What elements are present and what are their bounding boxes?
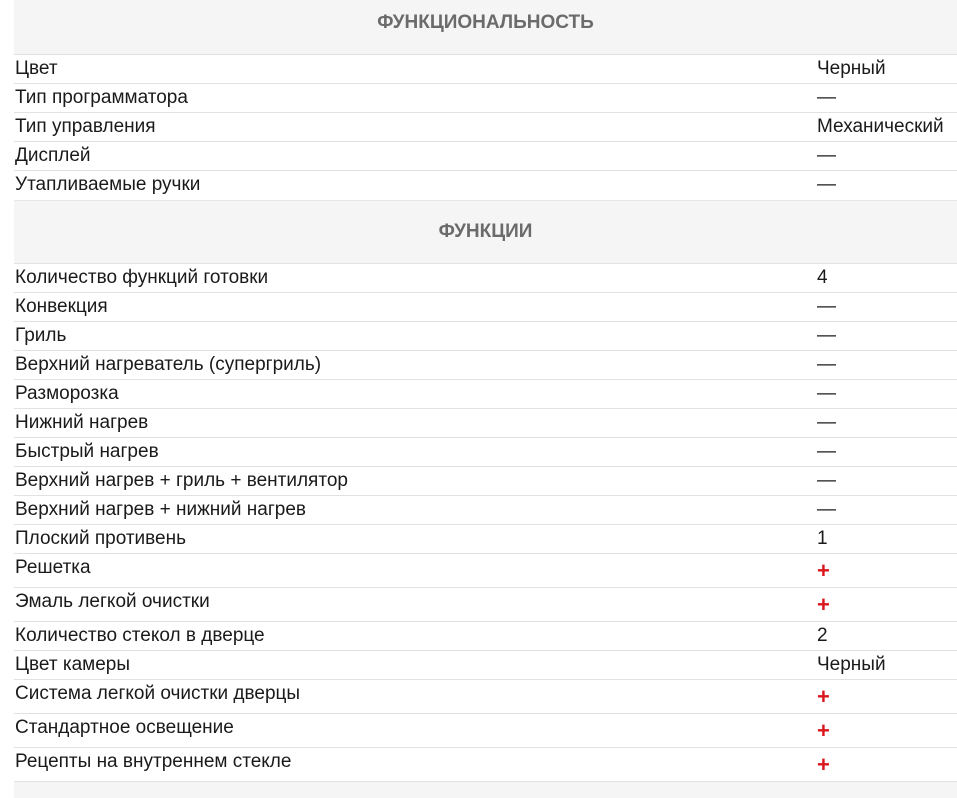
spec-label: Утапливаемые ручки xyxy=(15,174,201,195)
spec-value: Черный xyxy=(817,654,886,675)
spec-row xyxy=(14,467,957,496)
spec-row xyxy=(14,651,957,680)
spec-label: Разморозка xyxy=(15,383,119,404)
spec-value: — xyxy=(817,383,836,404)
spec-label: Верхний нагреватель (супергриль) xyxy=(15,354,322,375)
spec-row xyxy=(14,142,957,171)
spec-row xyxy=(14,525,957,554)
spec-row xyxy=(14,588,957,622)
spec-row xyxy=(14,680,957,714)
spec-value: — xyxy=(817,174,836,195)
plus-icon: + xyxy=(817,592,830,617)
plus-icon: + xyxy=(817,684,830,709)
spec-row xyxy=(14,171,957,200)
spec-row xyxy=(14,84,957,113)
spec-label: Стандартное освещение xyxy=(15,717,234,738)
spec-row xyxy=(14,409,957,438)
spec-label: Конвекция xyxy=(15,296,108,317)
spec-row xyxy=(14,322,957,351)
spec-label: Верхний нагрев + гриль + вентилятор xyxy=(15,470,348,491)
spec-value: — xyxy=(817,87,836,108)
section-header-functions: ФУНКЦИИ xyxy=(14,200,957,264)
spec-row xyxy=(14,380,957,409)
spec-label: Цвет xyxy=(15,58,58,79)
spec-label: Количество стекол в дверце xyxy=(15,625,265,646)
spec-value: Черный xyxy=(817,58,886,79)
spec-value: Механический xyxy=(817,116,944,137)
spec-row xyxy=(14,714,957,748)
spec-value: — xyxy=(817,354,836,375)
spec-row xyxy=(14,55,957,84)
plus-icon: + xyxy=(817,558,830,583)
spec-row xyxy=(14,113,957,142)
spec-row xyxy=(14,264,957,293)
spec-label: Тип программатора xyxy=(15,87,188,108)
spec-value: — xyxy=(817,296,836,317)
spec-value: — xyxy=(817,441,836,462)
spec-row xyxy=(14,554,957,588)
spec-label: Эмаль легкой очистки xyxy=(15,591,210,612)
spec-row xyxy=(14,622,957,651)
spec-value: — xyxy=(817,325,836,346)
spec-label: Цвет камеры xyxy=(15,654,131,675)
spec-label: Плоский противень xyxy=(15,528,186,549)
spec-label: Нижний нагрев xyxy=(15,412,149,433)
plus-icon: + xyxy=(817,752,830,777)
next-section-band xyxy=(14,782,957,798)
spec-value: — xyxy=(817,412,836,433)
spec-value: 4 xyxy=(817,267,828,288)
spec-row xyxy=(14,438,957,467)
spec-label: Дисплей xyxy=(15,145,91,166)
spec-label: Система легкой очистки дверцы xyxy=(15,683,301,704)
spec-label: Тип управления xyxy=(15,116,156,137)
spec-value: — xyxy=(817,499,836,520)
specs-table xyxy=(14,0,957,798)
spec-value: — xyxy=(817,145,836,166)
spec-label: Гриль xyxy=(15,325,67,346)
section-header-functionality: ФУНКЦИОНАЛЬНОСТЬ xyxy=(14,0,957,55)
spec-row xyxy=(14,293,957,322)
spec-row xyxy=(14,496,957,525)
spec-label: Верхний нагрев + нижний нагрев xyxy=(15,499,306,520)
spec-row xyxy=(14,748,957,782)
spec-label: Быстрый нагрев xyxy=(15,441,159,462)
spec-label: Количество функций готовки xyxy=(15,267,269,288)
spec-label: Рецепты на внутреннем стекле xyxy=(15,751,292,772)
spec-value: 2 xyxy=(817,625,828,646)
plus-icon: + xyxy=(817,718,830,743)
spec-label: Решетка xyxy=(15,557,91,578)
spec-row xyxy=(14,351,957,380)
spec-value: — xyxy=(817,470,836,491)
spec-value: 1 xyxy=(817,528,828,549)
